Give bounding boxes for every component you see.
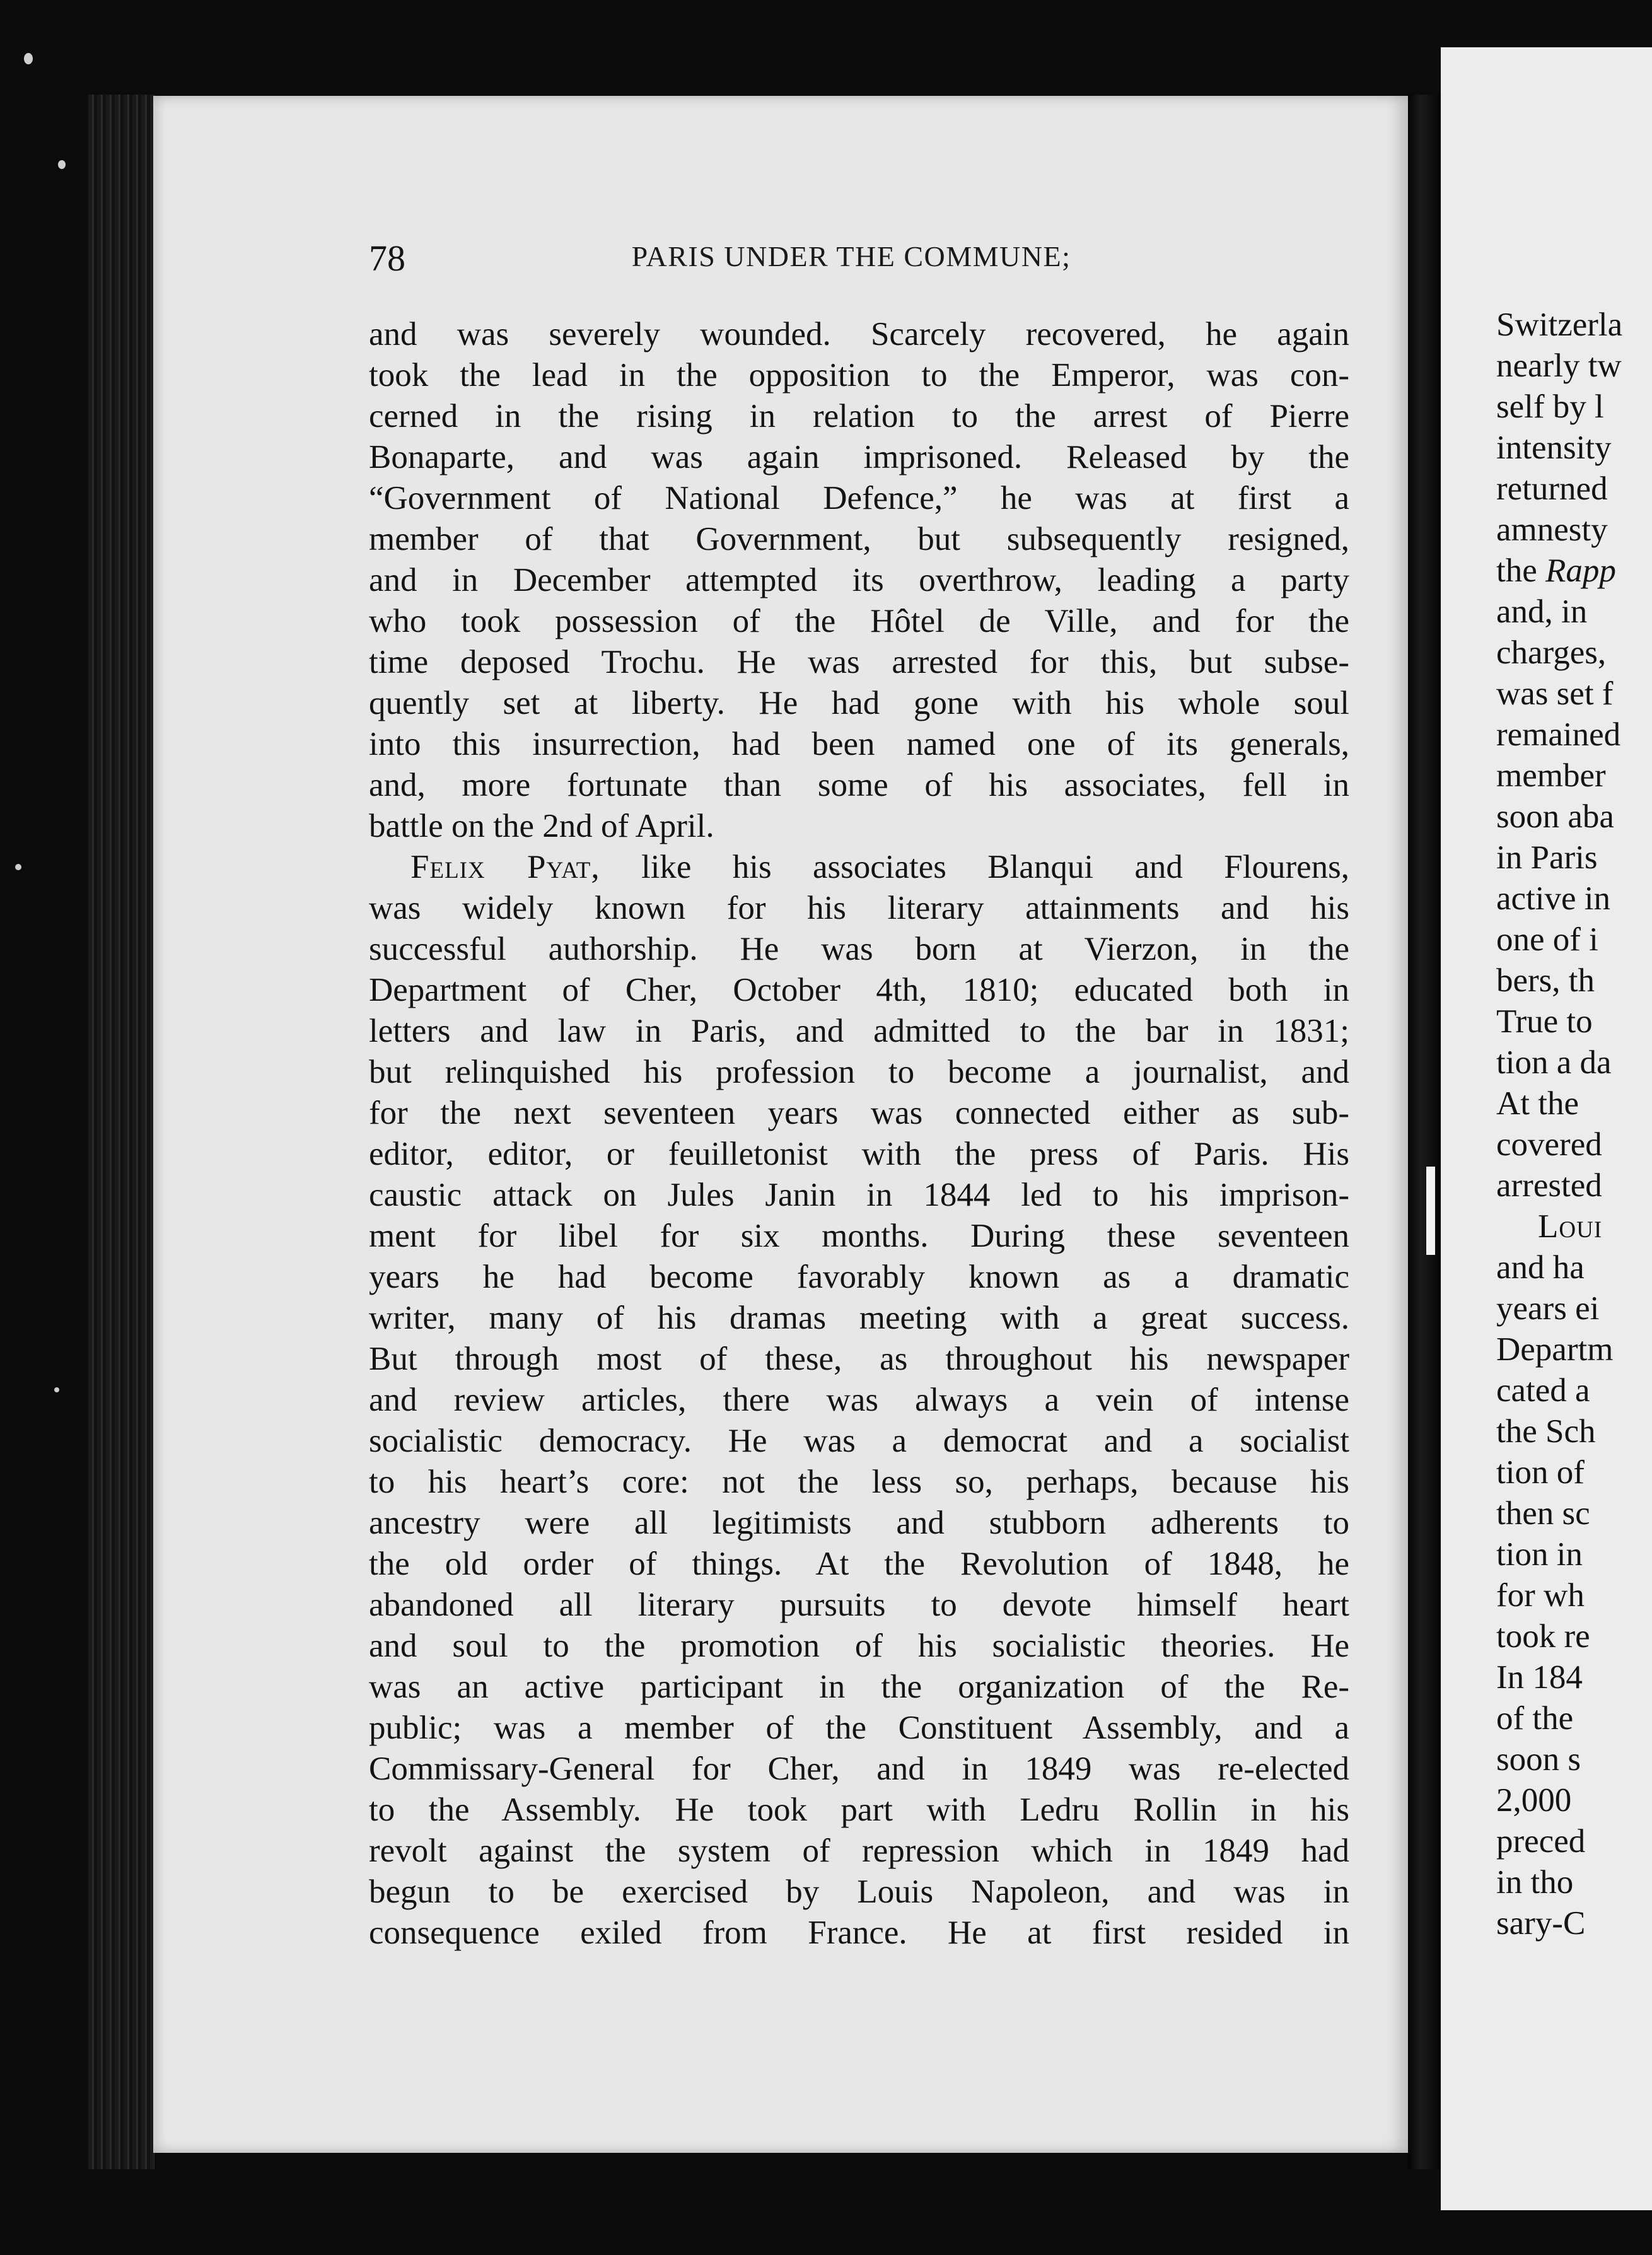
text-line: But through most of these, as throughout his newspaper: [369, 1341, 1349, 1377]
text-line: Switzerla: [1496, 306, 1623, 343]
text-line: In 184: [1496, 1659, 1583, 1696]
book-page-edges: [88, 95, 154, 2169]
text-line: tion in: [1496, 1536, 1583, 1573]
text-line: active in: [1496, 880, 1610, 917]
text-line: in tho: [1496, 1864, 1574, 1901]
right-page-cropped-text: [1496, 305, 1652, 1944]
text-line: arrested: [1496, 1167, 1602, 1204]
text-line: True to: [1496, 1003, 1593, 1040]
scan-speck: [58, 160, 66, 169]
text-line: who took possession of the Hôtel de Ville, and for the: [369, 603, 1349, 639]
text-line: caustic attack on Jules Janin in 1844 led to his imprison-: [369, 1177, 1349, 1213]
text-line: ancestry were all legitimists and stubborn adherents to: [369, 1505, 1349, 1541]
text-line: the old order of things. At the Revolution of 1848, he: [369, 1546, 1349, 1582]
text-line: tion of: [1496, 1454, 1585, 1491]
text-line: years ei: [1496, 1290, 1600, 1327]
text-line: amnesty: [1496, 511, 1608, 548]
text-line: revolt against the system of repression which in 1849 had: [369, 1833, 1349, 1869]
text-line: for wh: [1496, 1577, 1585, 1614]
text-line: time deposed Trochu. He was arrested for this, but subse-: [369, 644, 1349, 680]
text-line: Departm: [1496, 1331, 1614, 1368]
text-line: then sc: [1496, 1495, 1590, 1532]
text-line: preced: [1496, 1823, 1586, 1860]
left-page-body-text: [369, 314, 1349, 1954]
page-number: 78: [369, 238, 405, 279]
running-head: [369, 237, 1334, 281]
text-line: years he had become favorably known as a dramatic: [369, 1259, 1349, 1295]
text-line: charges,: [1496, 634, 1607, 671]
text-fragment: the: [1496, 552, 1545, 589]
text-line: public; was a member of the Constituent Assembly, and a: [369, 1710, 1349, 1746]
text-line: and soul to the promotion of his socialistic theories. He: [369, 1628, 1349, 1664]
text-line: and, more fortunate than some of his associates, fell in: [369, 767, 1349, 803]
text-line: At the: [1496, 1085, 1579, 1122]
text-line: bers, th: [1496, 962, 1595, 999]
text-line: for the next seventeen years was connected either as sub-: [369, 1095, 1349, 1131]
text-line: but relinquished his profession to become a journalist, and: [369, 1054, 1349, 1090]
text-line: was widely known for his literary attainments and his: [369, 890, 1349, 926]
text-line: took the lead in the opposition to the Emperor, was con-: [369, 357, 1349, 393]
text-line: and ha: [1496, 1249, 1585, 1286]
text-line: nearly tw: [1496, 347, 1622, 384]
text-line: “Government of National Defence,” he was at first a: [369, 480, 1349, 516]
text-line: letters and law in Paris, and admitted to the bar in 1831;: [369, 1013, 1349, 1049]
text-line: to his heart’s core: not the less so, perhaps, because his: [369, 1464, 1349, 1500]
text-line: Department of Cher, October 4th, 1810; educated both in: [369, 972, 1349, 1008]
text-line: writer, many of his dramas meeting with a great success.: [369, 1300, 1349, 1336]
text-line: cated a: [1496, 1372, 1590, 1409]
text-line: and in December attempted its overthrow, leading a party: [369, 562, 1349, 598]
book-gutter: [1408, 95, 1441, 2169]
text-line: sary-C: [1496, 1905, 1586, 1942]
italic-fragment: Rapp: [1545, 552, 1616, 589]
text-line: into this insurrection, had been named one of its generals,: [369, 726, 1349, 762]
text-line: quently set at liberty. He had gone with his whole soul: [369, 685, 1349, 721]
scan-speck: [54, 1387, 59, 1392]
text-line: self by l: [1496, 388, 1604, 425]
text-line: [1496, 551, 1652, 591]
scan-speck: [15, 864, 21, 870]
text-line: one of i: [1496, 921, 1598, 958]
text-line: took re: [1496, 1618, 1590, 1655]
text-line: to the Assembly. He took part with Ledru Rollin in his: [369, 1792, 1349, 1828]
text-line: was an active participant in the organization of the Re-: [369, 1669, 1349, 1705]
text-line: Bonaparte, and was again imprisoned. Released by the: [369, 439, 1349, 475]
text-line: member: [1496, 757, 1606, 794]
running-title: PARIS UNDER THE COMMUNE;: [631, 240, 1071, 272]
text-line: in Paris: [1496, 839, 1598, 876]
person-name-felix-pyat: Felix Pyat,: [410, 849, 600, 885]
scan-speck: [24, 53, 33, 64]
text-line: abandoned all literary pursuits to devote himself heart: [369, 1587, 1349, 1623]
gutter-highlight: [1426, 1167, 1435, 1255]
text-line: 2,000: [1496, 1782, 1572, 1819]
text-line: the Sch: [1496, 1413, 1596, 1450]
text-line: covered: [1496, 1126, 1602, 1163]
text-line: remained: [1496, 716, 1621, 753]
text-line: tion a da: [1496, 1044, 1612, 1081]
text-line: and review articles, there was always a vein of intense: [369, 1382, 1349, 1418]
text-line: Loui: [1538, 1208, 1603, 1245]
text-line: battle on the 2nd of April.: [369, 808, 714, 844]
text-line: consequence exiled from France. He at first resided in: [369, 1914, 1349, 1951]
text-line: successful authorship. He was born at Vierzon, in the: [369, 931, 1349, 967]
text-line: soon aba: [1496, 798, 1614, 835]
text-line: returned: [1496, 470, 1608, 507]
paragraph-opening-line: [369, 847, 1349, 888]
text-fragment: like his associates Blanqui and Flourens,: [641, 849, 1349, 885]
text-line: socialistic democracy. He was a democrat and a socialist: [369, 1423, 1349, 1459]
text-line: of the: [1496, 1700, 1574, 1737]
text-line: was set f: [1496, 675, 1614, 712]
text-line: member of that Government, but subsequently resigned,: [369, 521, 1349, 557]
text-line: intensity: [1496, 429, 1612, 466]
text-line: cerned in the rising in relation to the arrest of Pierre: [369, 398, 1349, 434]
text-line: begun to be exercised by Louis Napoleon, and was in: [369, 1873, 1349, 1910]
text-line: editor, editor, or feuilletonist with the press of Paris. His: [369, 1136, 1349, 1172]
text-line: ment for libel for six months. During these seventeen: [369, 1218, 1349, 1254]
text-line: soon s: [1496, 1741, 1581, 1778]
text-line: and, in: [1496, 593, 1588, 630]
text-line: and was severely wounded. Scarcely recovered, he again: [369, 316, 1349, 353]
text-line: Commissary-General for Cher, and in 1849 was re-elected: [369, 1751, 1349, 1787]
